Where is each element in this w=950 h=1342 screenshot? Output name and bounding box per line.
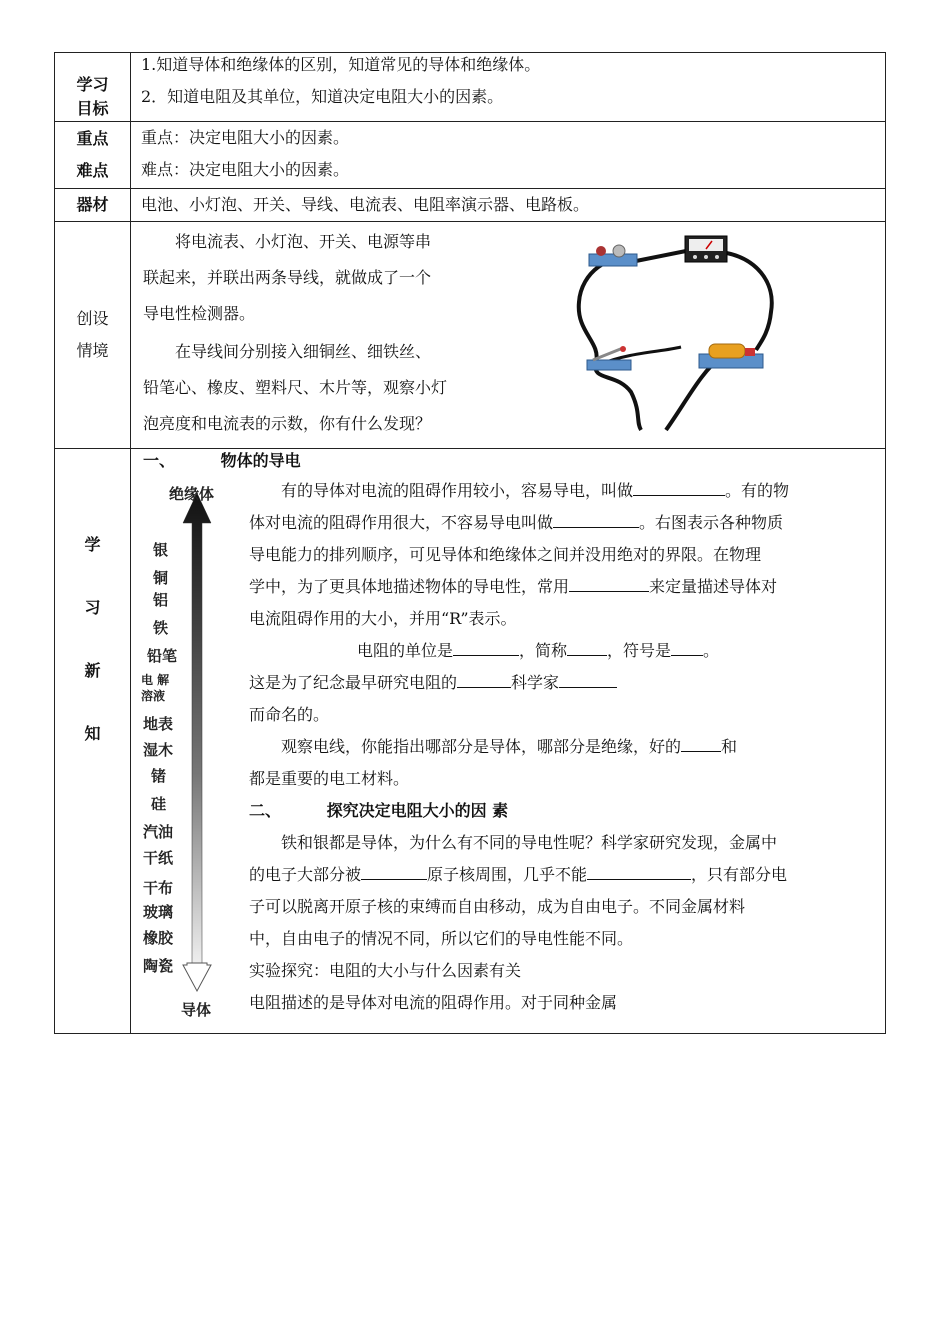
blank-bound[interactable] [361, 861, 427, 880]
blank-unit[interactable] [453, 637, 519, 656]
blank-nation[interactable] [457, 669, 511, 688]
scenario-line-5: 铅笔心、橡皮、塑料尺、木片等，观察小灯 [143, 378, 448, 397]
blank-insulator[interactable] [553, 509, 639, 528]
blank-move[interactable] [587, 861, 691, 880]
material-item: 玻璃 [143, 903, 174, 921]
material-item: 溶液 [141, 689, 166, 703]
text-span: 科学家 [511, 673, 560, 692]
blank-symbol[interactable] [671, 637, 703, 656]
up-arrow-icon [183, 493, 211, 963]
new-knowledge-label [55, 449, 131, 1034]
scenario-line-4: 在导线间分别接入细铜丝、细铁丝、 [175, 342, 432, 361]
ammeter-icon [685, 236, 727, 262]
text-span: 中，自由电子的情况不同，所以它们的导电性能不同。 [249, 929, 634, 948]
material-item: 橡胶 [143, 929, 174, 947]
section-2-num: 二、 [249, 801, 282, 820]
objectives-label-a: 学习 [76, 75, 109, 94]
new-knowledge-row [55, 449, 886, 1034]
text-span: 这是为了纪念最早研究电阻的 [249, 673, 458, 692]
section-1-title: 物体的导电 [220, 451, 301, 470]
text-span: 来定量描述导体对 [649, 577, 778, 596]
text-span: 的电子大部分被 [249, 865, 362, 884]
text-span: 体对电流的阻碍作用很大，不容易导电叫做 [249, 513, 554, 532]
objective-1: 1.知道导体和绝缘体的区别，知道常见的导体和绝缘体。 [141, 55, 541, 74]
objectives-content [131, 53, 886, 122]
text-span: 和 [721, 737, 738, 756]
scale-bottom-label: 导体 [181, 1001, 212, 1019]
section-1-heading [143, 445, 301, 477]
text-span: 。 [703, 641, 720, 660]
label-char-4: 知 [84, 724, 101, 743]
material-item: 干纸 [143, 849, 174, 867]
memorial-line [249, 667, 879, 699]
objectives-label [55, 53, 131, 122]
circuit-diagram [571, 232, 791, 432]
label-char-1: 学 [84, 535, 101, 554]
section-2-body [249, 827, 879, 1019]
text-span: 观察电线，你能指出哪部分是导体，哪部分是绝缘，好的 [281, 737, 682, 756]
memorial-line-2: 而命名的。 [249, 705, 330, 724]
objectives-label-b: 目标 [76, 99, 109, 118]
material-item: 汽油 [143, 823, 174, 841]
key-points-label-b: 难点 [76, 161, 109, 180]
wire-left [579, 259, 641, 430]
text-span: 铁和银都是导体，为什么有不同的导电性呢？科学家研究发现，金属中 [281, 833, 778, 852]
text-span: ，符号是 [607, 641, 672, 660]
conductivity-scale [141, 485, 237, 1025]
material-item: 湿木 [143, 741, 174, 759]
down-arrow-icon [183, 963, 211, 991]
objective-2: 2．知道电阻及其单位，知道决定电阻大小的因素。 [141, 87, 504, 106]
text-span: 。有的物 [725, 481, 790, 500]
key-points-label-a: 重点 [76, 129, 109, 148]
text-span: 。右图表示各种物质 [639, 513, 784, 532]
label-char-2: 习 [84, 598, 101, 617]
text-span: 电流阻碍作用的大小，并用“R”表示。 [249, 609, 517, 628]
key-points-content [131, 122, 886, 189]
unit-line [249, 635, 879, 667]
text-span: 有的导体对电流的阻碍作用较小，容易导电，叫做 [281, 481, 634, 500]
material-item: 银 [153, 541, 169, 559]
text-span: 导电能力的排列顺序，可见导体和绝缘体之间并没用绝对的界限。在物理 [249, 545, 762, 564]
scale-top-label: 绝缘体 [169, 485, 215, 503]
wire-right [721, 252, 772, 350]
scenario-line-6: 泡亮度和电流表的示数，你有什么发现？ [143, 414, 432, 433]
scenario-label [55, 222, 131, 449]
blank-conductor[interactable] [633, 477, 725, 496]
scenario-line-2: 联起来，并联出两条导线，就做成了一个 [143, 268, 432, 287]
key-point: 重点：决定电阻大小的因素。 [141, 128, 350, 147]
scenario-label-a: 创设 [76, 309, 109, 328]
scenario-line-1: 将电流表、小灯泡、开关、电源等串 [175, 232, 432, 251]
material-item: 电 解 [141, 673, 170, 687]
blank-good[interactable] [681, 733, 721, 752]
lesson-table [54, 52, 886, 1034]
material-item: 铁 [153, 619, 169, 637]
section-2-title: 探究决定电阻大小的因 素 [326, 801, 509, 820]
material-item: 硅 [151, 795, 167, 813]
scenario-line-3: 导电性检测器。 [143, 304, 256, 323]
new-knowledge-content [131, 449, 886, 1034]
scenario-label-b: 情境 [76, 341, 109, 360]
equipment-content: 电池、小灯泡、开关、导线、电流表、电阻率演示器、电路板。 [131, 189, 886, 222]
text-span: 电阻的单位是 [357, 641, 454, 660]
conductor-paragraph [249, 475, 879, 635]
key-points-label [55, 122, 131, 189]
material-item: 锗 [151, 767, 167, 785]
text-span: 子可以脱离开原子核的束缚而自由移动，成为自由电子。不同金属材料 [249, 897, 746, 916]
material-item: 干布 [143, 879, 174, 897]
scenario-row [55, 222, 886, 449]
label-char-3: 新 [84, 661, 101, 680]
blank-abbr[interactable] [567, 637, 607, 656]
experiment-line: 实验探究：电阻的大小与什么因素有关 [249, 961, 522, 980]
description-line: 电阻描述的是导体对电流的阻碍作用。对于同种金属 [249, 993, 618, 1012]
electron-paragraph [249, 827, 879, 955]
text-span: 学中，为了更具体地描述物体的导电性，常用 [249, 577, 570, 596]
wire-paragraph [249, 731, 879, 795]
section-1-num: 一、 [143, 451, 176, 470]
text-span: 原子核周围，几乎不能 [427, 865, 588, 884]
section-2-heading [249, 795, 508, 827]
blank-scientist[interactable] [559, 669, 617, 688]
key-points-row [55, 122, 886, 189]
difficult-point: 难点：决定电阻大小的因素。 [141, 160, 350, 179]
equipment-label: 器材 [55, 189, 131, 222]
battery-icon [699, 344, 763, 368]
text-span: ，简称 [519, 641, 568, 660]
material-item: 铅笔 [147, 647, 178, 665]
equipment-row [55, 189, 886, 222]
blank-resistance[interactable] [569, 573, 649, 592]
objectives-row [55, 53, 886, 122]
scenario-content [131, 222, 886, 449]
section-1-body [249, 475, 879, 795]
text-span: ，只有部分电 [691, 865, 788, 884]
material-item: 铜 [153, 569, 169, 587]
material-item: 铝 [153, 591, 169, 609]
bulb-holder-icon [589, 245, 637, 266]
text-span: 都是重要的电工材料。 [249, 769, 410, 788]
material-item: 地表 [143, 715, 174, 733]
material-item: 陶瓷 [143, 957, 174, 975]
wire-top [631, 250, 691, 262]
